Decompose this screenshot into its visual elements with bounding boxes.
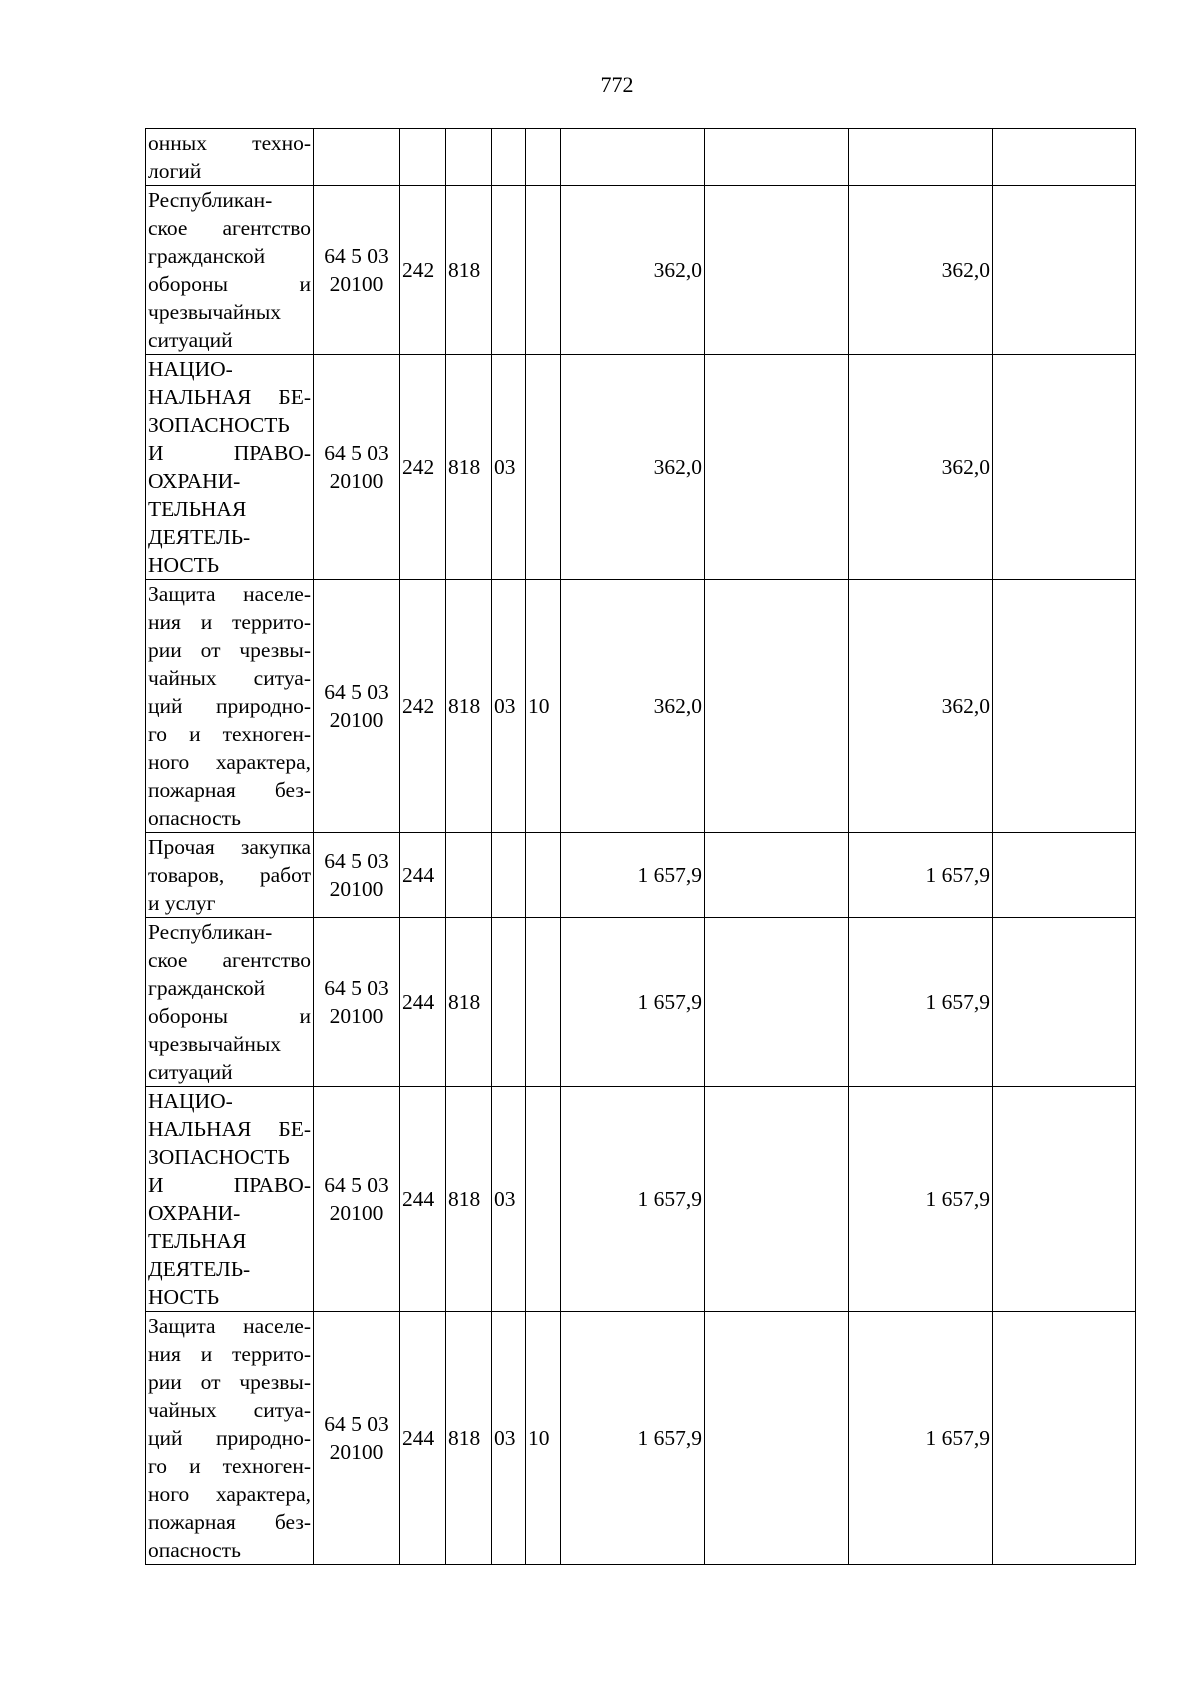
row-amount-2 (705, 186, 849, 355)
table-row (146, 580, 1136, 833)
row-amount-2 (705, 1312, 849, 1565)
row-amount (561, 129, 705, 186)
row-name (146, 129, 314, 186)
row-expense-type: 242 (400, 186, 446, 355)
row-name-line: ций природно- (148, 694, 311, 718)
row-name-line: ОХРАНИ- (148, 469, 241, 493)
row-name-line: пожарная без- (148, 778, 311, 802)
row-section-code (492, 833, 526, 918)
table-row (146, 918, 1136, 1087)
row-target-article (314, 355, 400, 580)
row-name-line: обороны и (148, 1004, 311, 1028)
row-subsection-code (526, 186, 561, 355)
row-name-line: товаров, работ (148, 863, 311, 887)
row-ministry-code (446, 129, 492, 186)
row-name-line: НАЛЬНАЯ БЕ- (148, 385, 311, 409)
row-subsection-code: 10 (526, 1312, 561, 1565)
row-ministry-code: 818 (446, 1087, 492, 1312)
row-section-code: 03 (492, 1312, 526, 1565)
row-name-line: чайных ситуа- (148, 666, 311, 690)
row-name-line: ций природно- (148, 1426, 311, 1450)
row-name-line: ское агентство (148, 948, 311, 972)
row-target-article (314, 833, 400, 918)
row-section-code (492, 918, 526, 1087)
target-article-line: 64 5 03 (324, 1173, 389, 1197)
row-amount-2 (705, 918, 849, 1087)
row-name-line: НОСТЬ (148, 553, 220, 577)
row-ministry-code: 818 (446, 355, 492, 580)
row-name-line: гражданской (148, 244, 266, 268)
row-expense-type: 242 (400, 580, 446, 833)
row-subsection-code (526, 129, 561, 186)
row-amount-3: 1 657,9 (849, 1312, 993, 1565)
target-article-line: 64 5 03 (324, 976, 389, 1000)
table-row (146, 355, 1136, 580)
table-body (146, 129, 1136, 1565)
row-amount-3: 1 657,9 (849, 1087, 993, 1312)
row-section-code (492, 186, 526, 355)
row-name-line: ситуаций (148, 328, 233, 352)
table-row (146, 833, 1136, 918)
row-expense-type: 244 (400, 833, 446, 918)
row-name-line: Защита населе- (148, 582, 311, 606)
row-amount-3 (849, 129, 993, 186)
row-name-line: ного характера, (148, 750, 311, 774)
row-name (146, 355, 314, 580)
row-name-line: чрезвычайных (148, 1032, 282, 1056)
row-empty-cell (993, 918, 1136, 1087)
row-name-line: чайных ситуа- (148, 1398, 311, 1422)
row-name-line: и услуг (148, 891, 216, 915)
row-name-line: Республикан- (148, 920, 273, 944)
row-name-line: Прочая закупка (148, 835, 311, 859)
row-name-line: ДЕЯТЕЛЬ- (148, 525, 251, 549)
target-article-line: 64 5 03 (324, 849, 389, 873)
row-target-article (314, 1312, 400, 1565)
row-name (146, 833, 314, 918)
row-name-line: НАЛЬНАЯ БЕ- (148, 1117, 311, 1141)
row-target-article (314, 918, 400, 1087)
row-expense-type: 244 (400, 918, 446, 1087)
row-expense-type: 242 (400, 355, 446, 580)
row-name-line: го и техноген- (148, 722, 311, 746)
row-expense-type: 244 (400, 1312, 446, 1565)
row-amount-3: 362,0 (849, 580, 993, 833)
row-amount-3: 362,0 (849, 186, 993, 355)
row-name-line: ЗОПАСНОСТЬ (148, 413, 290, 437)
target-article-line: 64 5 03 (324, 244, 389, 268)
row-amount-3: 1 657,9 (849, 833, 993, 918)
row-amount: 362,0 (561, 355, 705, 580)
row-expense-type (400, 129, 446, 186)
row-name-line: ОХРАНИ- (148, 1201, 241, 1225)
target-article-line: 20100 (329, 1004, 384, 1028)
row-amount: 362,0 (561, 186, 705, 355)
row-target-article (314, 1087, 400, 1312)
row-empty-cell (993, 129, 1136, 186)
row-name-line: ТЕЛЬНАЯ (148, 1229, 247, 1253)
row-amount-3: 1 657,9 (849, 918, 993, 1087)
row-name-line: И ПРАВО- (148, 441, 311, 465)
row-name-line: ЗОПАСНОСТЬ (148, 1145, 290, 1169)
row-amount-2 (705, 580, 849, 833)
row-name-line: обороны и (148, 272, 311, 296)
row-name-line: пожарная без- (148, 1510, 311, 1534)
row-name (146, 918, 314, 1087)
row-name-line: рии от чрезвы- (148, 1370, 311, 1394)
row-empty-cell (993, 186, 1136, 355)
row-ministry-code: 818 (446, 918, 492, 1087)
target-article-line: 20100 (329, 877, 384, 901)
target-article-line: 20100 (329, 272, 384, 296)
row-amount-3: 362,0 (849, 355, 993, 580)
row-subsection-code (526, 1087, 561, 1312)
target-article-line: 20100 (329, 1440, 384, 1464)
row-amount: 1 657,9 (561, 1312, 705, 1565)
row-amount: 1 657,9 (561, 918, 705, 1087)
row-subsection-code (526, 355, 561, 580)
row-name-line: Республикан- (148, 188, 273, 212)
row-target-article (314, 580, 400, 833)
row-expense-type: 244 (400, 1087, 446, 1312)
row-ministry-code (446, 833, 492, 918)
row-name-line: чрезвычайных (148, 300, 282, 324)
row-name-line: го и техноген- (148, 1454, 311, 1478)
target-article-line: 64 5 03 (324, 1412, 389, 1436)
table-row (146, 129, 1136, 186)
row-section-code: 03 (492, 580, 526, 833)
table-row (146, 1312, 1136, 1565)
row-target-article (314, 129, 400, 186)
row-section-code: 03 (492, 355, 526, 580)
row-section-code (492, 129, 526, 186)
row-name-line: опасность (148, 806, 241, 830)
row-amount-2 (705, 833, 849, 918)
row-name (146, 580, 314, 833)
row-name-line: ское агентство (148, 216, 311, 240)
row-subsection-code (526, 918, 561, 1087)
budget-table (145, 128, 1136, 1565)
row-name (146, 186, 314, 355)
row-ministry-code: 818 (446, 580, 492, 833)
row-name-line: ния и террито- (148, 1342, 311, 1366)
row-section-code: 03 (492, 1087, 526, 1312)
row-amount: 1 657,9 (561, 833, 705, 918)
row-empty-cell (993, 580, 1136, 833)
target-article-line: 64 5 03 (324, 680, 389, 704)
row-name-line: НАЦИО- (148, 1089, 233, 1113)
row-amount-2 (705, 129, 849, 186)
row-name-line: ДЕЯТЕЛЬ- (148, 1257, 251, 1281)
row-name-line: логий (148, 159, 202, 183)
row-empty-cell (993, 1087, 1136, 1312)
row-amount: 362,0 (561, 580, 705, 833)
row-name-line: рии от чрезвы- (148, 638, 311, 662)
row-name-line: опасность (148, 1538, 241, 1562)
row-name-line: гражданской (148, 976, 266, 1000)
row-subsection-code: 10 (526, 580, 561, 833)
target-article-line: 20100 (329, 708, 384, 732)
row-name (146, 1312, 314, 1565)
row-target-article (314, 186, 400, 355)
row-name-line: ного характера, (148, 1482, 311, 1506)
row-ministry-code: 818 (446, 1312, 492, 1565)
row-name-line: ситуаций (148, 1060, 233, 1084)
target-article-line: 20100 (329, 1201, 384, 1225)
row-name-line: НОСТЬ (148, 1285, 220, 1309)
target-article-line: 20100 (329, 469, 384, 493)
row-amount: 1 657,9 (561, 1087, 705, 1312)
row-name-line: И ПРАВО- (148, 1173, 311, 1197)
target-article-line: 64 5 03 (324, 441, 389, 465)
row-empty-cell (993, 833, 1136, 918)
row-name (146, 1087, 314, 1312)
row-name-line: ТЕЛЬНАЯ (148, 497, 247, 521)
row-ministry-code: 818 (446, 186, 492, 355)
row-name-line: НАЦИО- (148, 357, 233, 381)
page-number: 772 (600, 72, 634, 97)
row-name-line: Защита населе- (148, 1314, 311, 1338)
row-amount-2 (705, 1087, 849, 1312)
row-amount-2 (705, 355, 849, 580)
row-subsection-code (526, 833, 561, 918)
row-name-line: онных техно- (148, 131, 311, 155)
row-empty-cell (993, 355, 1136, 580)
row-name-line: ния и террито- (148, 610, 311, 634)
row-empty-cell (993, 1312, 1136, 1565)
table-row (146, 186, 1136, 355)
table-row (146, 1087, 1136, 1312)
